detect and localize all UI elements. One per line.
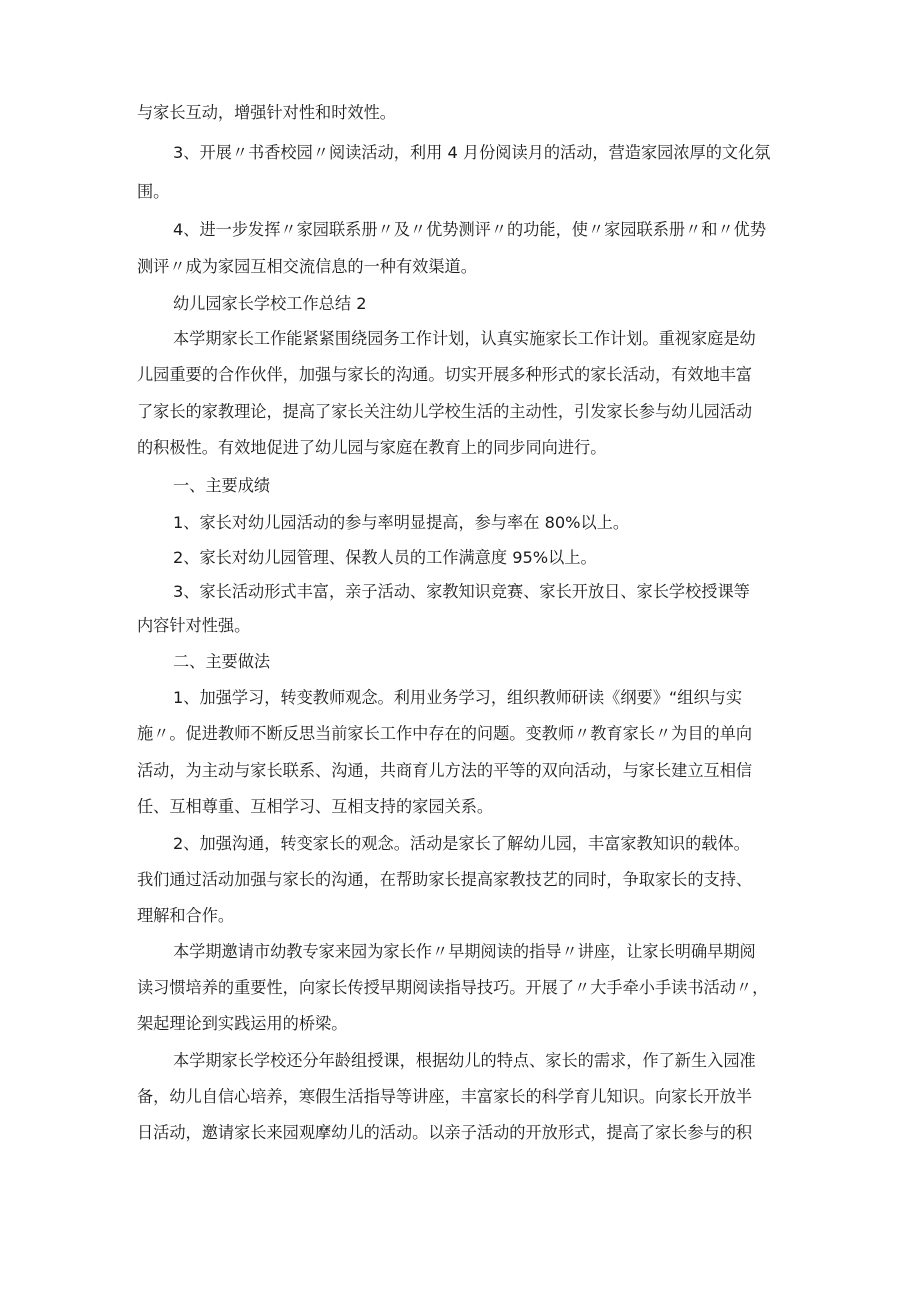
text-line: 测评〃成为家园互相交流信息的一种有效渠道。: [137, 257, 477, 276]
text-line: 读习惯培养的重要性，向家长传授早期阅读指导技巧。开展了〃大手牵小手读书活动〃，: [137, 978, 769, 997]
section-title: 幼儿园家长学校工作总结 2: [173, 294, 367, 313]
text-line: 4、进一步发挥〃家园联系册〃及〃优势测评〃的功能，使〃家园联系册〃和〃优势: [173, 220, 767, 239]
text-line: 本学期邀请市幼教专家来园为家长作〃早期阅读的指导〃讲座，让家长明确早期阅: [173, 942, 756, 961]
text-line: 理解和合作。: [137, 906, 235, 925]
text-line: 3、家长活动形式丰富，亲子活动、家教知识竞赛、家长开放日、家长学校授课等: [173, 582, 750, 601]
text-line: 2、加强沟通，转变家长的观念。活动是家长了解幼儿园，丰富家教知识的载体。: [173, 834, 750, 853]
text-line: 日活动，邀请家长来园观摩幼儿的活动。以亲子活动的开放形式，提高了家长参与的积: [137, 1123, 753, 1142]
text-line: 儿园重要的合作伙伴，加强与家长的沟通。切实开展多种形式的家长活动，有效地丰富: [137, 365, 753, 384]
text-line: 了家长的家教理论，提高了家长关注幼儿学校生活的主动性，引发家长参与幼儿园活动: [137, 402, 753, 421]
text-line: 活动，为主动与家长联系、沟通，共商育儿方法的平等的双向活动，与家长建立互相信: [137, 761, 753, 780]
text-line: 的积极性。有效地促进了幼儿园与家庭在教育上的同步同向进行。: [137, 438, 607, 457]
text-line: 3、开展〃书香校园〃阅读活动，利用 4 月份阅读月的活动，营造家园浓厚的文化氛: [173, 143, 771, 162]
text-line: 施〃。促进教师不断反思当前家长工作中存在的问题。变教师〃教育家长〃为目的单向: [137, 724, 753, 743]
text-line: 任、互相尊重、互相学习、互相支持的家园关系。: [137, 797, 494, 816]
text-line: 1、加强学习，转变教师观念。利用业务学习，组织教师研读《纲要》“组织与实: [173, 688, 743, 707]
text-line: 架起理论到实践运用的桥梁。: [137, 1014, 348, 1033]
text-line: 1、家长对幼儿园活动的参与率明显提高，参与率在 80%以上。: [173, 513, 630, 532]
text-line: 备，幼儿自信心培养，寒假生活指导等讲座，丰富家长的科学育儿知识。向家长开放半: [137, 1087, 753, 1106]
text-line: 围。: [137, 182, 170, 201]
heading-main-methods: 二、主要做法: [173, 652, 271, 671]
text-line: 与家长互动，增强针对性和时效性。: [137, 103, 396, 122]
text-line: 本学期家长工作能紧紧围绕园务工作计划，认真实施家长工作计划。重视家庭是幼: [173, 329, 756, 348]
heading-main-achievements: 一、主要成绩: [173, 476, 271, 495]
text-line: 2、家长对幼儿园管理、保教人员的工作满意度 95%以上。: [173, 548, 597, 567]
text-line: 内容针对性强。: [137, 616, 251, 635]
text-line: 我们通过活动加强与家长的沟通，在帮助家长提高家教技艺的同时，争取家长的支持、: [137, 870, 753, 889]
text-line: 本学期家长学校还分年龄组授课，根据幼儿的特点、家长的需求，作了新生入园准: [173, 1051, 756, 1070]
